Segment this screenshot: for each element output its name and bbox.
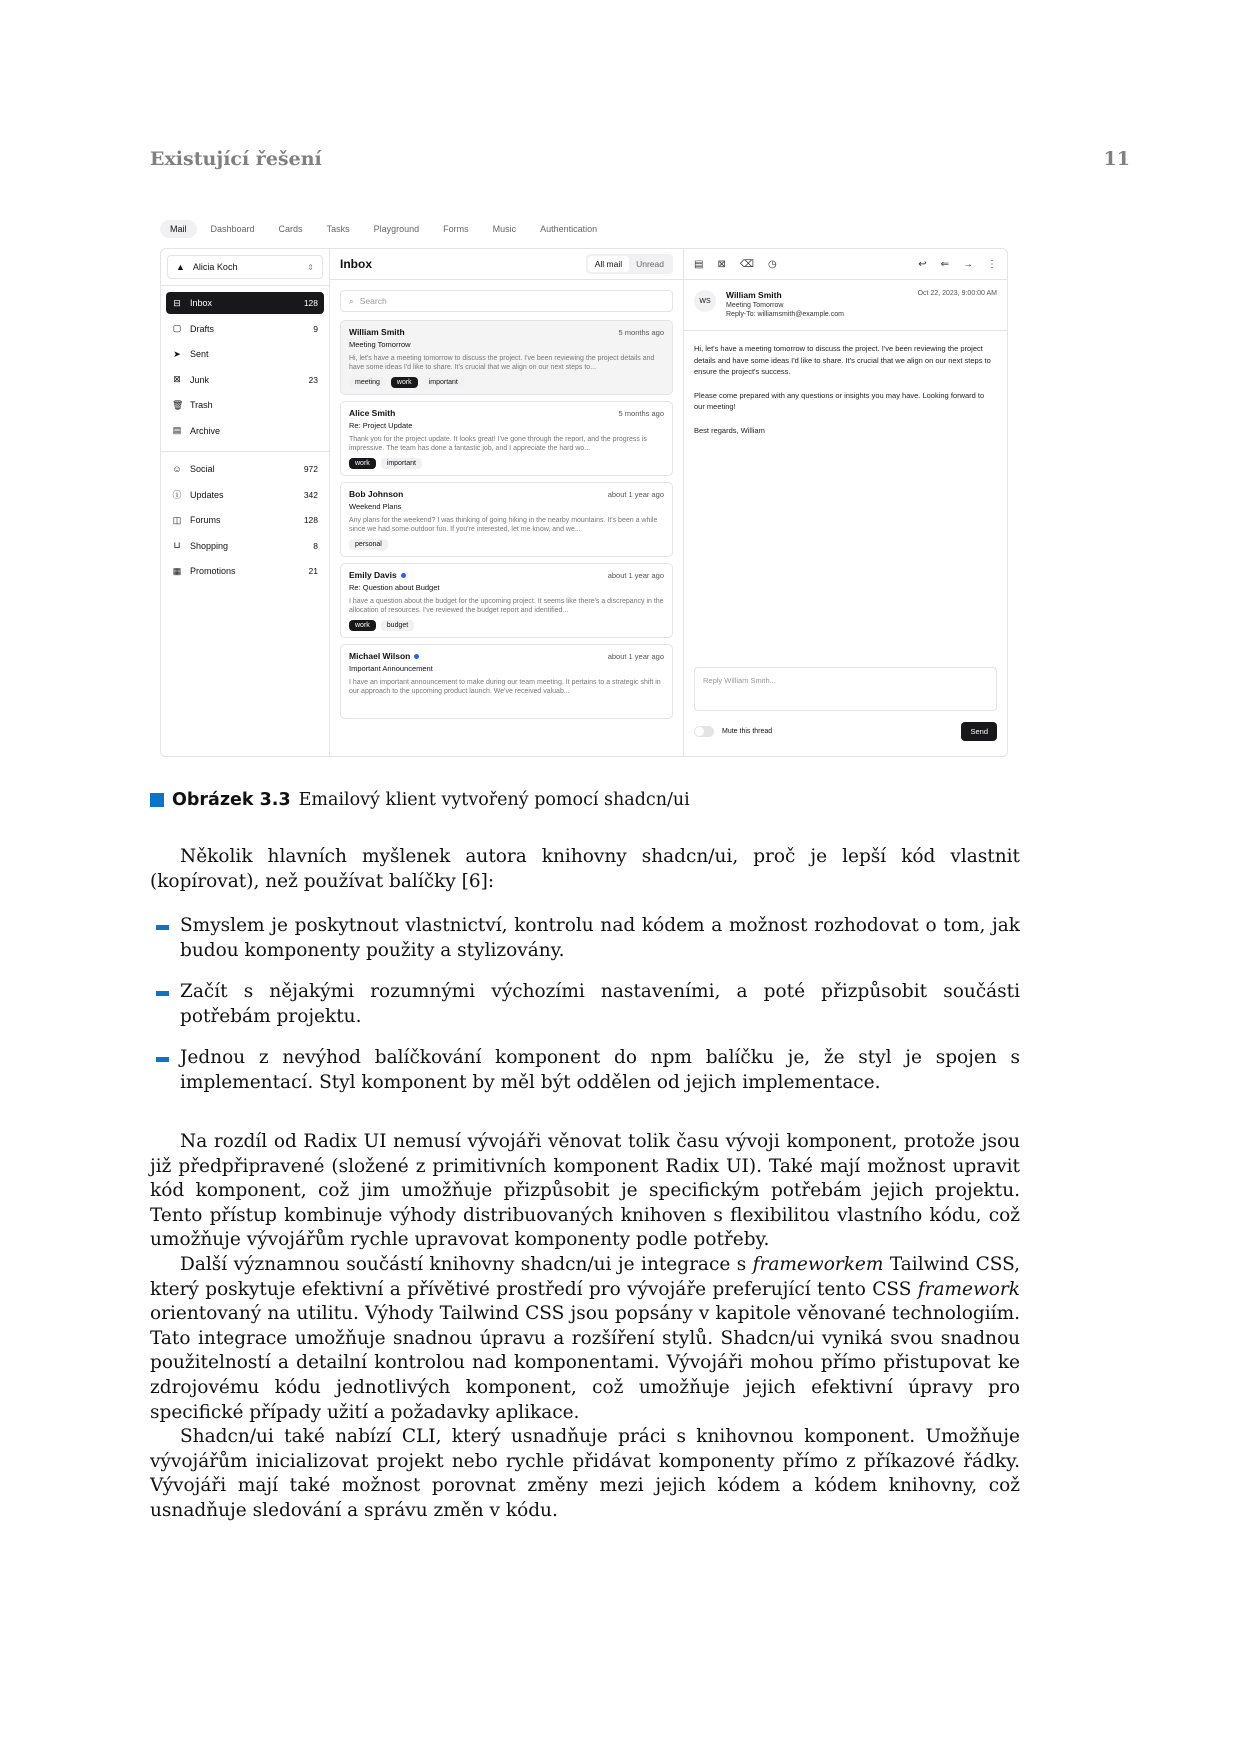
reader-date: Oct 22, 2023, 9:00:00 AM bbox=[917, 290, 997, 297]
search-icon: ⌕ bbox=[349, 295, 354, 306]
mute-toggle[interactable] bbox=[694, 726, 714, 737]
mail-list-panel bbox=[330, 249, 684, 756]
tab-playground[interactable]: Playground bbox=[373, 224, 420, 234]
mail-tag: personal bbox=[349, 539, 388, 550]
mute-label: Mute this thread bbox=[722, 727, 773, 735]
mail-subject: Meeting Tomorrow bbox=[349, 340, 411, 349]
nav-item-promotions[interactable]: ▦ Promotions 21 bbox=[172, 565, 318, 576]
mail-item[interactable] bbox=[340, 563, 673, 638]
mail-tag: work bbox=[349, 458, 376, 469]
search-placeholder: Search bbox=[359, 296, 387, 306]
avatar: WS bbox=[694, 290, 716, 312]
reply-textarea[interactable]: Reply William Smith... bbox=[694, 667, 997, 711]
chapter-title: Existující řešení bbox=[150, 148, 322, 170]
nav-item-inbox[interactable]: ⊟ Inbox 128 bbox=[166, 292, 324, 314]
mail-item[interactable] bbox=[340, 644, 673, 719]
chevron-updown-icon: ⇕ bbox=[307, 262, 314, 272]
tab-cards[interactable]: Cards bbox=[278, 224, 303, 234]
logo-icon: ▲ bbox=[176, 262, 185, 272]
mail-preview: I have an important announcement to make during our team meeting. It pertains to a strategic shift in our approach to the upcoming product launch. We've received valuab... bbox=[349, 679, 661, 695]
mail-sender: Emily Davis bbox=[349, 570, 397, 580]
reply-to: Reply-To: williamsmith@example.com bbox=[726, 311, 844, 318]
alert-circle-icon: ⓘ bbox=[172, 490, 182, 500]
nav-item-social[interactable]: ☺ Social 972 bbox=[172, 464, 318, 474]
paragraph: Na rozdíl od Radix UI nemusí vývojáři věnovat tolik času vývoji komponent, protože jsou již předpřipravené (složené z primitivních komponent Radix UI). Také mají možnost upravit kód komponent, což jim umožňuje přizpůsobit je specifickým potřebám jejich projektu. Tento přístup kombinuje výhody distribuovaných knihoven s flexibilitou vlastního kódu, což umožňuje vývojářům rychle upravovat komponenty podle potřeby. bbox=[150, 1131, 1020, 1251]
mail-subject: Re: Question about Budget bbox=[349, 583, 440, 592]
nav-item-sent[interactable]: ➤ Sent bbox=[173, 348, 209, 359]
mail-subject: Weekend Plans bbox=[349, 502, 402, 511]
archive-icon[interactable]: ▤ bbox=[694, 258, 704, 270]
tab-tasks[interactable]: Tasks bbox=[326, 224, 350, 234]
mail-tag: work bbox=[391, 377, 418, 388]
body-text bbox=[150, 1130, 1020, 1524]
tab-dashboard[interactable]: Dashboard bbox=[210, 224, 255, 234]
send-icon: ➤ bbox=[173, 348, 181, 359]
mail-sidebar bbox=[161, 249, 330, 756]
mail-reader bbox=[684, 249, 1007, 756]
mail-tag: meeting bbox=[349, 377, 386, 388]
more-vertical-icon[interactable]: ⋮ bbox=[987, 258, 997, 270]
caption-text: Emailový klient vytvořený pomocí shadcn/ui bbox=[298, 790, 690, 810]
mail-date: about 1 year ago bbox=[607, 489, 664, 499]
paragraph: Další významnou součástí knihovny shadcn/ui je integrace s frameworkem Tailwind CSS, který poskytuje efektivní a přívětivé prostředí pro vývojáře preferující tento CSS framework orientovaný na utilitu. Výhody Tailwind CSS jsou popsány v kapitole věnované technologiím. Tato integrace umožňuje snadnou úpravu a rozšíření stylů. Shadcn/ui vyniká svou snadnou použitelností a detailní kontrolou nad komponentami. Vývojáři mohou přímo přistupovat ke zdrojovému kódu jednotlivých komponent, což umožňuje jejich efektivní úpravy pro specifické případy užití a požadavky aplikace. bbox=[150, 1253, 1020, 1423]
mail-preview: Any plans for the weekend? I was thinking of going hiking in the nearby mountains. It's been a while since we had some outdoor fun. If you're interested, let me know, and we... bbox=[349, 517, 658, 533]
forward-icon[interactable]: → bbox=[963, 258, 973, 270]
archive-x-icon: ⊠ bbox=[173, 374, 181, 384]
mail-tag: work bbox=[349, 620, 376, 631]
inbox-title: Inbox bbox=[340, 257, 372, 271]
nav-item-junk[interactable]: ⊠ Junk 23 bbox=[173, 374, 318, 385]
mail-sender: William Smith bbox=[349, 327, 405, 337]
bullet-item: Začít s nějakými rozumnými výchozími nastaveními, a poté přizpůsobit součásti potřebám projektu. bbox=[150, 980, 1020, 1029]
sender-name: William Smith bbox=[726, 290, 782, 300]
mail-date: 5 months ago bbox=[618, 327, 664, 337]
mail-item[interactable] bbox=[340, 401, 673, 476]
tab-forms[interactable]: Forms bbox=[443, 224, 469, 234]
mail-subject: Important Announcement bbox=[349, 664, 433, 673]
mail-list bbox=[330, 320, 683, 719]
unread-dot-icon bbox=[401, 573, 406, 578]
trash-icon: 🗑 bbox=[172, 399, 184, 410]
bullet-item: Jednou z nevýhod balíčkování komponent do npm balíčku je, že styl je spojen s implementací. Styl komponent by měl být oddělen od jejich implementace. bbox=[150, 1046, 1020, 1095]
intro-paragraph: Několik hlavních myšlenek autora knihovny shadcn/ui, proč je lepší kód vlastnit (kopírovat), než používat balíčky [6]: bbox=[150, 846, 1020, 892]
mail-tag: important bbox=[423, 377, 464, 388]
mail-sender: Michael Wilson bbox=[349, 651, 411, 661]
nav-item-updates[interactable]: ⓘ Updates 342 bbox=[172, 489, 318, 500]
cart-icon: ⊔ bbox=[173, 540, 181, 550]
file-icon: ▢ bbox=[172, 323, 182, 333]
sender-header bbox=[684, 280, 1007, 331]
tab-authentication[interactable]: Authentication bbox=[540, 224, 598, 234]
tab-unread[interactable]: Unread bbox=[636, 259, 664, 269]
mail-list-header bbox=[330, 249, 683, 280]
inbox-icon: ⊟ bbox=[173, 297, 181, 308]
users-icon: ☺ bbox=[172, 464, 182, 474]
bullet-item: Smyslem je poskytnout vlastnictví, kontrolu nad kódem a možnost rozhodovat o tom, jak budou komponenty použity a stylizovány. bbox=[150, 914, 1020, 963]
message-body: Hi, let's have a meeting tomorrow to discuss the project. I've been reviewing the project details and have some ideas I'd like to share. It's crucial that we align on our next steps to ensure the project's success. Please come prepared with any questions or insights you may have. Looking forward to our meeting! Best regards, William bbox=[694, 344, 991, 435]
reply-all-icon[interactable]: ⇐ bbox=[940, 258, 949, 270]
nav-primary bbox=[161, 286, 329, 451]
tab-all-mail[interactable]: All mail bbox=[588, 256, 629, 272]
tab-music[interactable]: Music bbox=[492, 224, 517, 234]
nav-item-archive[interactable]: ▤ Archive bbox=[172, 425, 221, 436]
send-button[interactable]: Send bbox=[961, 722, 997, 741]
mail-sender: Bob Johnson bbox=[349, 489, 404, 499]
reader-toolbar bbox=[684, 249, 1007, 280]
mail-app bbox=[160, 248, 1008, 757]
mail-item[interactable] bbox=[340, 482, 673, 557]
search-input[interactable] bbox=[340, 290, 673, 312]
archive-icon: ▤ bbox=[172, 425, 182, 435]
bullet-list bbox=[150, 914, 1020, 1113]
mail-sender: Alice Smith bbox=[349, 408, 396, 418]
archive-icon: ▦ bbox=[172, 565, 182, 576]
account-name: Alicia Koch bbox=[192, 262, 238, 272]
mail-preview: Thank you for the project update. It looks great! I've gone through the report, and the progress is impressive. The team has done a fantastic job, and I appreciate the hard wo... bbox=[349, 436, 647, 452]
nav-item-forums[interactable]: ◫ Forums 128 bbox=[172, 514, 318, 525]
figure-caption bbox=[150, 790, 690, 810]
account-switcher[interactable] bbox=[167, 255, 323, 279]
mail-filter-tabs bbox=[586, 254, 673, 274]
clock-icon[interactable]: ◷ bbox=[767, 258, 777, 270]
running-head bbox=[150, 148, 1130, 170]
archive-x-icon[interactable]: ⊠ bbox=[717, 258, 726, 270]
nav-item-trash[interactable]: 🗑 Trash bbox=[172, 399, 213, 410]
caption-square-icon bbox=[150, 793, 164, 807]
message-icon: ◫ bbox=[172, 514, 182, 525]
mail-date: 5 months ago bbox=[618, 408, 664, 418]
mail-tag: important bbox=[381, 458, 422, 469]
mail-preview: I have a question about the budget for the upcoming project. It seems like there's a discrepancy in the allocation of resources. I've reviewed the budget report and identified... bbox=[349, 598, 664, 614]
nav-secondary bbox=[161, 452, 329, 592]
reader-subject: Meeting Tomorrow bbox=[726, 302, 784, 309]
mail-preview: Hi, let's have a meeting tomorrow to discuss the project. I've been reviewing the project details and have some ideas I'd like to share. It's crucial that we align on our next steps to... bbox=[349, 355, 655, 371]
mail-item[interactable] bbox=[340, 320, 673, 395]
mail-tag: budget bbox=[381, 620, 414, 631]
unread-dot-icon bbox=[414, 654, 419, 659]
tab-mail[interactable]: Mail bbox=[160, 220, 197, 238]
nav-item-shopping[interactable]: ⊔ Shopping 8 bbox=[173, 540, 318, 551]
mail-date: about 1 year ago bbox=[607, 570, 664, 580]
nav-item-drafts[interactable]: ▢ Drafts 9 bbox=[172, 323, 318, 334]
page-number: 11 bbox=[1103, 148, 1130, 170]
figure-screenshot bbox=[160, 218, 1010, 758]
mail-subject: Re: Project Update bbox=[349, 421, 413, 430]
reply-icon[interactable]: ↩ bbox=[918, 258, 927, 270]
top-navigation bbox=[160, 218, 607, 240]
mail-date: about 1 year ago bbox=[607, 651, 664, 661]
paragraph: Shadcn/ui také nabízí CLI, který usnadňuje práci s knihovnou komponent. Umožňuje vývojářům inicializovat projekt nebo rychle přidávat komponenty přímo z příkazové řádky. Vývojáři mají také možnost porovnat změny mezi jejich kódem a kódem knihovny, což usnadňuje sledování a správu změn v kódu. bbox=[150, 1426, 1020, 1521]
trash-icon[interactable]: ⌫ bbox=[739, 258, 754, 270]
caption-label: Obrázek 3.3 bbox=[172, 790, 291, 810]
reply-footer bbox=[694, 721, 997, 741]
